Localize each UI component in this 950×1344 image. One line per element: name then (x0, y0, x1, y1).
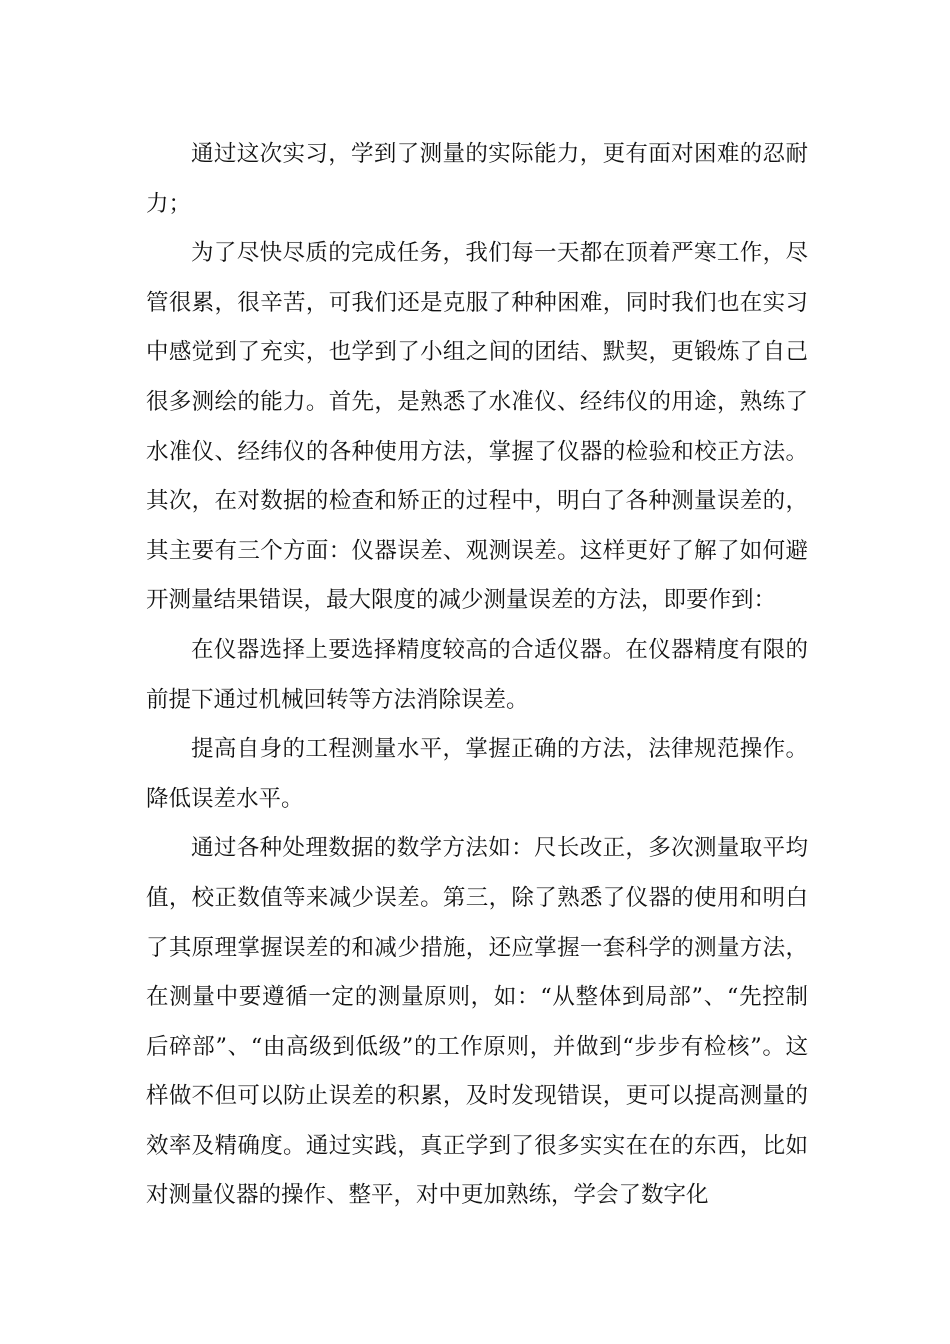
paragraph-1: 通过这次实习，学到了测量的实际能力，更有面对困难的忍耐力； (146, 141, 808, 217)
paragraph-5: 通过各种处理数据的数学方法如：尺长改正，多次测量取平均值，校正数值等来减少误差。第三，除了熟悉了仪器的使用和明白了其原理掌握误差的和减少措施，还应掌握一套科学的测量方法，在测量中要遵循一定的测量原则，如：“从整体到局部”、“先控制后碎部”、“由高级到低级”的工作原则，并做到“步步有检核”。这样做不但可以防止误差的积累，及时发现错误，更可以提高测量的效率及精确度。通过实践，真正学到了很多实实在在的东西，比如对测量仪器的操作、整平，对中更加熟练，学会了数字化 (146, 835, 808, 1209)
paragraph-2: 为了尽快尽质的完成任务，我们每一天都在顶着严寒工作，尽管很累，很辛苦，可我们还是克服了种种困难，同时我们也在实习中感觉到了充实，也学到了小组之间的团结、默契，更锻炼了自己很多测绘的能力。首先，是熟悉了水准仪、经纬仪的用途，熟练了水准仪、经纬仪的各种使用方法，掌握了仪器的检验和校正方法。其次，在对数据的检查和矫正的过程中，明白了各种测量误差的，其主要有三个方面：仪器误差、观测误差。这样更好了解了如何避开测量结果错误，最大限度的减少测量误差的方法，即要作到： (146, 240, 808, 614)
paragraph-4: 提高自身的工程测量水平，掌握正确的方法，法律规范操作。降低误差水平。 (146, 736, 808, 812)
paragraph-3: 在仪器选择上要选择精度较高的合适仪器。在仪器精度有限的前提下通过机械回转等方法消除误差。 (146, 636, 808, 713)
document-body (146, 130, 808, 1221)
